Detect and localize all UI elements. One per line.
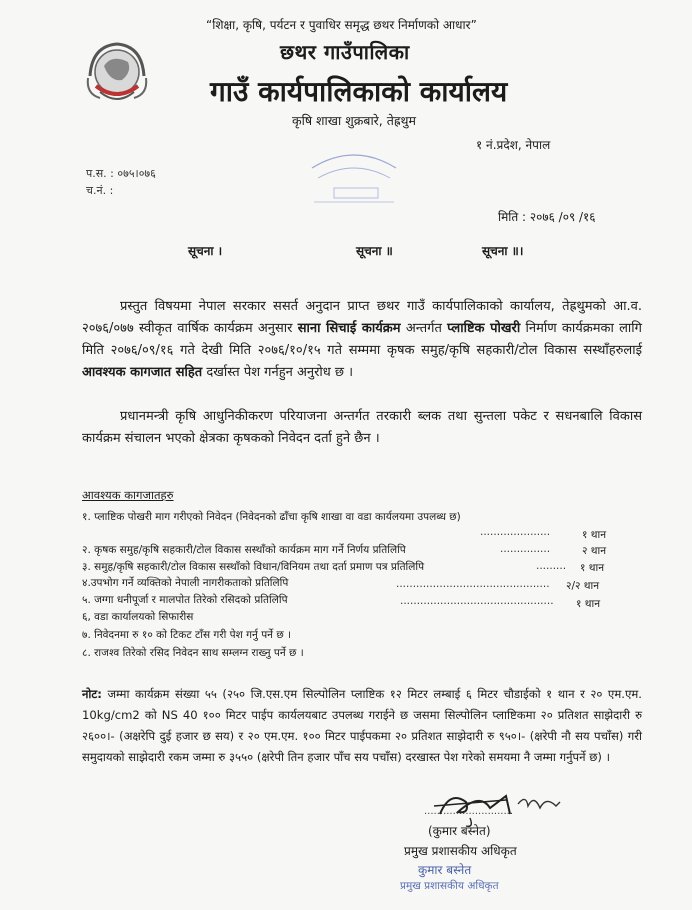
document-item-6: ६, वडा कार्यालयको सिफारीस bbox=[82, 611, 194, 623]
document-dots-2: ............... bbox=[500, 543, 551, 555]
signatory-title: प्रमुख प्रशासकीय अधिकृत bbox=[404, 844, 517, 858]
notice-heading-3: सूचना ॥। bbox=[482, 244, 524, 258]
p1-bold-pond: प्लाष्टिक पोखरी bbox=[447, 321, 521, 336]
document-dots-5: .............................................. bbox=[400, 595, 554, 607]
body-paragraph-1 bbox=[82, 296, 642, 384]
document-item-8: ८. राजश्व तिरेको रसिद निवेदन साथ सम्लग्न राख्नु पर्ने छ । bbox=[82, 647, 304, 659]
documents-title: आवश्यक कागजातहरु bbox=[82, 488, 174, 502]
document-qty-2: २ थान bbox=[582, 545, 607, 557]
document-item-1: १. प्लाष्टिक पोखरी माग गरीएको निवेदन (निवेदनको ढाँचा कृषि शाखा वा वडा कार्यलयमा उपलब्ध छ) bbox=[82, 511, 461, 523]
motto: “शिक्षा, कृषि, पर्यटन र पुवाधिर समृद्ध छथर निर्माणको आधार” bbox=[206, 18, 477, 32]
document-item-5: ५. जग्गा धनीपूर्जा र मालपोत तिरेको रसिदको प्रतिलिपि bbox=[82, 594, 288, 606]
note-label: नोट: bbox=[82, 687, 102, 701]
p1-text-e: निर्माण कार्यक्रमका लागि मिति २०७६/०९/१६ गते देखी मिति २०७६/१०/१५ गते सम्ममा कृषक समुह/कृषि सहकारी/टोल विकास सस्थाँहरुलाई bbox=[82, 321, 642, 358]
office-stamp-icon bbox=[304, 148, 404, 210]
document-item-4: ४.उपभोग गर्ने व्यक्तिको नेपाली नागरीकताको प्रतिलिपि bbox=[82, 577, 289, 589]
title-stamp: प्रमुख प्रशासकीय अधिकृत bbox=[400, 880, 499, 892]
name-stamp: कुमार बस्नेत bbox=[418, 863, 472, 877]
signature-line: ............................ bbox=[424, 806, 514, 817]
letter-number: प.स. : ०७५।०७६ bbox=[86, 167, 156, 180]
office-name: गाउँ कार्यपालिकाको कार्यालय bbox=[210, 75, 508, 108]
document-qty-5: १ थान bbox=[576, 598, 601, 610]
government-emblem-icon bbox=[82, 36, 152, 108]
document-qty-1: १ थान bbox=[582, 529, 607, 541]
p1-text-a: प्रस्तुत विषयमा नेपाल सरकार ससर्त अनुदान प्राप्त छथर गाउँ कार्यपालिकाको कार्यालय, तेह्रथुमको आ.व. २०७६/०७७ स्वीकृत वार्षिक कार्यक्रम अनुसार bbox=[82, 299, 642, 336]
p1-bold-docs: आवश्यक कागजात सहित bbox=[82, 365, 203, 380]
letter-date: मिति : २०७६ /०९ /१६ bbox=[498, 210, 596, 224]
document-qty-4: २/२ थान bbox=[566, 580, 600, 592]
branch-address: कृषि शाखा शुक्रबारे, तेह्रथुम bbox=[292, 113, 416, 128]
document-dots-3: ......... bbox=[536, 560, 567, 572]
document-qty-3: १ थान bbox=[580, 562, 605, 574]
note-paragraph bbox=[82, 684, 642, 768]
notice-heading-2: सूचना ॥ bbox=[356, 244, 393, 258]
document-item-7: ७. निवेदनमा रु १० को टिकट टाँस गरी पेश गर्नु पर्ने छ । bbox=[82, 629, 291, 641]
document-item-2: २. कृषक समुह/कृषि सहकारी/टोल विकास सस्थाँको कार्यक्रम माग गर्ने निर्णय प्रतिलिपि bbox=[82, 544, 406, 556]
p1-bold-program: साना सिचाई कार्यक्रम bbox=[297, 321, 401, 336]
note-text: जम्मा कार्यक्रम संख्या ५५ (२५० जि.एस.एम सिल्पोलिन प्लाष्टिक १२ मिटर लम्बाई ६ मिटर चौडाईको १ थान र २० एम.एम. 10kg/cm2 को NS 40 १०० मिटर पाईप कार्यलयबाट उपलब्ध गराईने छ जसमा सिल्पोलिन प्लाष्टिकमा २० प्रतिशत साझेदारी रु २६००।- (अक्षरेपि दुई हजार छ सय) र २० एम.एम. १०० मिटर पाईपकमा २० प्रतिशत साझेदारी रु ९५०।- (क्षरेपी नौ सय पचाँस) गरी समुदायको साझेदारी रकम जम्मा रु ३५५० (क्षरेपी तिन हजार पाँच सय पचाँस) दरखास्त पेश गरेको समयमा नै जम्मा गर्नुपर्ने छ) । bbox=[82, 687, 642, 764]
body-paragraph-2: प्रधानमन्त्री कृषि आधुनिकीकरण परियाजना अन्तर्गत तरकारी ब्लक तथा सुन्तला पकेट र सधनबालि विकास कार्यक्रम संचालन भएको क्षेत्रका कृषकको निवेदन दर्ता हुने छैन । bbox=[82, 409, 642, 446]
dispatch-number: च.नं. : bbox=[86, 184, 114, 197]
municipality-name: छथर गाउँपालिका bbox=[280, 40, 410, 64]
signatory-name: (कुमार बस्नेत) bbox=[428, 824, 491, 838]
document-item-3: ३. समुह/कृषि सहकारी/टोल विकास सस्थाँको विधान/विनियम तथा दर्ता प्रमाण पत्र प्रतिलिपि bbox=[82, 561, 425, 573]
p1-text-c: अन्तर्गत bbox=[400, 321, 448, 336]
p1-text-g: दर्खास्त पेश गर्नहुन अनुरोध छ । bbox=[202, 365, 354, 380]
province: १ नं.प्रदेश, नेपाल bbox=[476, 138, 551, 152]
document-dots-1: ..................... bbox=[480, 526, 551, 538]
notice-heading-1: सूचना । bbox=[188, 244, 223, 258]
document-dots-4: .............................................. bbox=[396, 578, 550, 590]
